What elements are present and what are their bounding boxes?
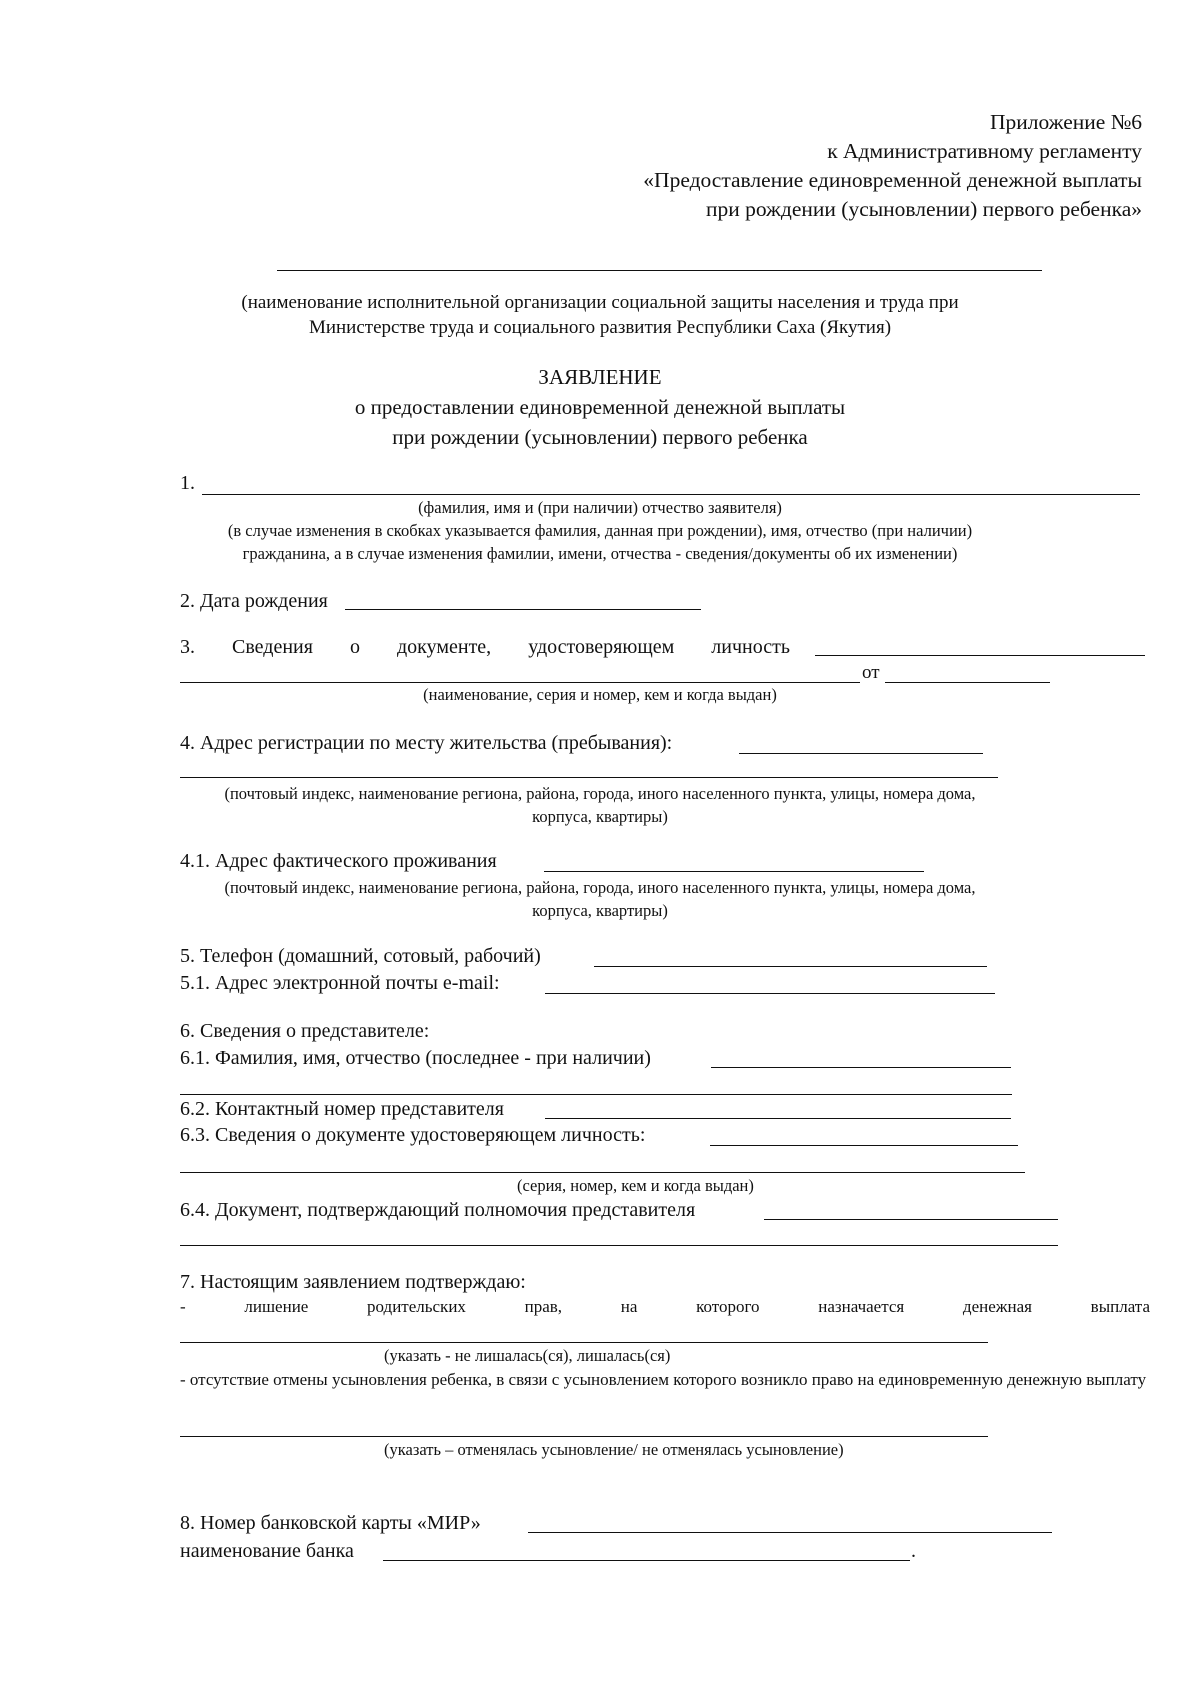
parental-rights-caption: (указать - не лишалась(ся), лишалась(ся) xyxy=(384,1346,671,1365)
bank-name-field[interactable] xyxy=(383,1560,910,1561)
field-4-1-label: 4.1. Адрес фактического проживания xyxy=(180,850,497,872)
bank-card-number-field[interactable] xyxy=(528,1532,1052,1533)
statement-word: - xyxy=(180,1297,186,1316)
registration-address-caption-2: корпуса, квартиры) xyxy=(532,807,668,826)
identity-document-field-b[interactable] xyxy=(180,682,860,683)
representative-name-field-a[interactable] xyxy=(711,1067,1011,1068)
field-7-label: 7. Настоящим заявлением подтверждаю: xyxy=(180,1271,526,1293)
statement-word: выплата xyxy=(1090,1297,1150,1316)
organization-caption-line-1: (наименование исполнительной организации социальной защиты населения и труда при xyxy=(241,292,959,313)
organization-name-field[interactable] xyxy=(277,270,1042,271)
representative-authority-field-a[interactable] xyxy=(764,1219,1058,1220)
field-3-word: удостоверяющем xyxy=(528,636,675,658)
identity-document-date-field[interactable] xyxy=(885,682,1050,683)
appendix-number: Приложение №6 xyxy=(989,110,1142,134)
phone-field[interactable] xyxy=(594,966,987,967)
parental-rights-field[interactable] xyxy=(180,1342,988,1343)
appendix-service-name-1: «Предоставление единовременной денежной выплаты xyxy=(643,168,1142,192)
appendix-regulation: к Административному регламенту xyxy=(827,139,1142,163)
organization-caption-line-2: Министерстве труда и социального развития Республики Саха (Якутия) xyxy=(308,317,892,338)
applicant-name-caption: (фамилия, имя и (при наличии) отчество заявителя) xyxy=(418,498,782,517)
field-6-4-label: 6.4. Документ, подтверждающий полномочия представителя xyxy=(180,1199,696,1221)
field-4-label: 4. Адрес регистрации по месту жительства (пребывания): xyxy=(180,732,673,754)
actual-address-caption-2: корпуса, квартиры) xyxy=(532,901,668,920)
statement-word: которого xyxy=(696,1297,760,1316)
field-8-label: 8. Номер банковской карты «МИР» xyxy=(180,1512,481,1534)
title-subject-1: о предоставлении единовременной денежной выплаты xyxy=(354,395,846,419)
representative-document-caption: (серия, номер, кем и когда выдан) xyxy=(517,1176,754,1195)
field-3-word: документе, xyxy=(396,636,492,658)
representative-phone-field[interactable] xyxy=(545,1118,1011,1119)
representative-name-field-b[interactable] xyxy=(180,1094,1012,1095)
statement-word: родительских xyxy=(367,1297,466,1316)
date-of-birth-field[interactable] xyxy=(345,609,701,610)
field-5-label: 5. Телефон (домашний, сотовый, рабочий) xyxy=(180,945,541,967)
field-3-word: о xyxy=(349,636,360,658)
organization-caption xyxy=(0,290,1200,340)
actual-address-caption-1: (почтовый индекс, наименование региона, района, города, иного населенного пункта, улицы, номера дома, xyxy=(224,878,976,897)
registration-address-field-b[interactable] xyxy=(180,777,998,778)
actual-address-field[interactable] xyxy=(544,871,924,872)
bank-name-label: наименование банка xyxy=(180,1540,354,1562)
field-3-word: личность xyxy=(711,636,790,658)
registration-address-field-a[interactable] xyxy=(739,753,983,754)
title-statement: ЗАЯВЛЕНИЕ xyxy=(538,365,662,389)
statement-word: лишение xyxy=(244,1297,309,1316)
adoption-caption: (указать – отменялась усыновление/ не отменялась усыновление) xyxy=(384,1440,844,1459)
title-subject-2: при рождении (усыновлении) первого ребенка xyxy=(392,425,808,449)
field-6-label: 6. Сведения о представителе: xyxy=(180,1020,430,1042)
representative-document-field-a[interactable] xyxy=(710,1145,1018,1146)
identity-document-field-a[interactable] xyxy=(815,655,1145,656)
applicant-name-note-2: гражданина, а в случае изменения фамилии, имени, отчества - сведения/документы об их изменении) xyxy=(242,544,958,563)
representative-document-field-b[interactable] xyxy=(180,1172,1025,1173)
field-6-3-label: 6.3. Сведения о документе удостоверяющем личность: xyxy=(180,1124,646,1146)
field-3-label xyxy=(180,634,790,660)
parental-rights-statement xyxy=(180,1295,1150,1319)
statement-word: на xyxy=(620,1297,638,1316)
appendix-service-name-2: при рождении (усыновлении) первого ребенка» xyxy=(705,197,1142,221)
field-6-1-label: 6.1. Фамилия, имя, отчество (последнее - при наличии) xyxy=(180,1047,651,1069)
statement-word: назначается xyxy=(818,1297,905,1316)
identity-document-from-label: от xyxy=(862,662,880,683)
statement-word: прав, xyxy=(524,1297,563,1316)
identity-document-caption: (наименование, серия и номер, кем и когда выдан) xyxy=(423,685,777,704)
email-field[interactable] xyxy=(545,993,995,994)
field-6-2-label: 6.2. Контактный номер представителя xyxy=(180,1098,504,1120)
registration-address-caption-1: (почтовый индекс, наименование региона, района, города, иного населенного пункта, улицы, номера дома, xyxy=(224,784,976,803)
applicant-name-note-1: (в случае изменения в скобках указывается фамилия, данная при рождении), имя, отчество (при наличии) xyxy=(227,521,973,540)
applicant-name-field[interactable] xyxy=(202,494,1140,495)
adoption-statement: - отсутствие отмены усыновления ребенка, в связи с усыновлением которого возникло право на единовременную денежную выплату xyxy=(180,1370,1147,1389)
bank-name-period: . xyxy=(911,1540,916,1562)
appendix-header xyxy=(643,108,1142,224)
statement-word: денежная xyxy=(962,1297,1032,1316)
field-5-1-label: 5.1. Адрес электронной почты e-mail: xyxy=(180,972,500,994)
field-2-label: 2. Дата рождения xyxy=(180,590,328,612)
document-title xyxy=(0,362,1200,452)
adoption-field[interactable] xyxy=(180,1436,988,1437)
representative-authority-field-b[interactable] xyxy=(180,1245,1058,1246)
field-1-label: 1. xyxy=(180,472,195,494)
field-3-word: 3. xyxy=(180,636,195,658)
field-3-word: Сведения xyxy=(232,636,313,658)
